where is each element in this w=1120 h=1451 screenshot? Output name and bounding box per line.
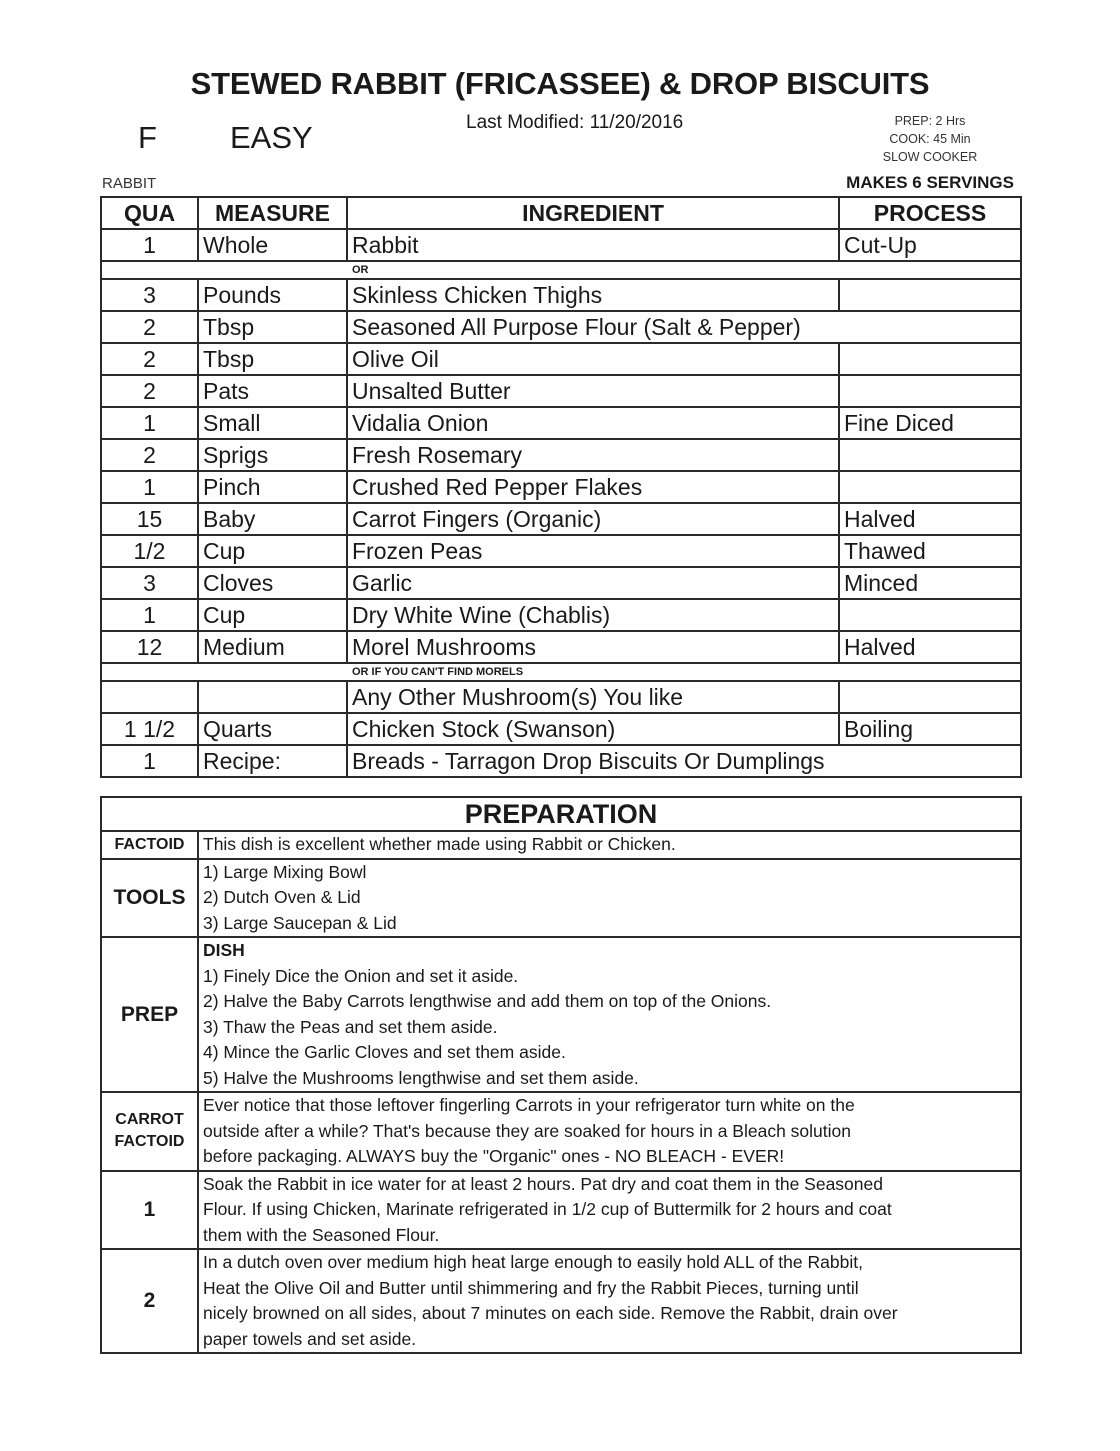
ingredient-qty: 2 [101, 439, 198, 471]
preparation-line: Heat the Olive Oil and Butter until shimmering and fry the Rabbit Pieces, turning until [203, 1277, 859, 1298]
ingredient-measure: Cup [198, 535, 347, 567]
preparation-subheading: DISH [203, 940, 245, 960]
ingredient-ingredient: Unsalted Butter [347, 375, 839, 407]
preparation-table [100, 796, 1022, 1354]
ingredient-qty: 12 [101, 631, 198, 663]
preparation-label: FACTOID [101, 831, 198, 859]
ingredient-process [839, 439, 1021, 471]
ingredient-qty: 2 [101, 311, 198, 343]
preparation-heading: PREPARATION [101, 797, 1021, 831]
ingredient-row [101, 599, 1021, 631]
ingredient-measure: Pounds [198, 279, 347, 311]
ingredient-measure: Recipe: [198, 745, 347, 777]
ingredient-qty: 2 [101, 343, 198, 375]
preparation-row [101, 1092, 1021, 1171]
preparation-line: Flour. If using Chicken, Marinate refrigerated in 1/2 cup of Buttermilk for 2 hours and coat [203, 1199, 892, 1219]
ingredient-ingredient: Dry White Wine (Chablis) [347, 599, 839, 631]
ingredient-process [839, 471, 1021, 503]
ingredient-note: OR IF YOU CAN'T FIND MORELS [101, 663, 1021, 681]
ingredient-ingredient: Chicken Stock (Swanson) [347, 713, 839, 745]
preparation-line: 4) Mince the Garlic Cloves and set them aside. [203, 1042, 566, 1062]
ingredient-row [101, 713, 1021, 745]
preparation-line: 5) Halve the Mushrooms lengthwise and set them aside. [203, 1067, 639, 1088]
ingredient-qty: 1 [101, 229, 198, 261]
preparation-line: outside after a while? That's because they are soaked for hours in a Bleach solution [203, 1120, 851, 1141]
ingredient-ingredient: Carrot Fingers (Organic) [347, 503, 839, 535]
ingredient-qty: 3 [101, 567, 198, 599]
ingredient-ingredient: Breads - Tarragon Drop Biscuits Or Dumplings [347, 745, 1021, 777]
ingredient-ingredient: Fresh Rosemary [347, 439, 839, 471]
ingredient-note-row [101, 663, 1021, 681]
ingredient-ingredient: Any Other Mushroom(s) You like [347, 681, 839, 713]
ingredient-process [839, 343, 1021, 375]
ingredient-row [101, 681, 1021, 713]
ingredient-ingredient: Seasoned All Purpose Flour (Salt & Pepper) [347, 311, 1021, 343]
ingredient-row [101, 279, 1021, 311]
cook-time: COOK: 45 Min [889, 132, 971, 146]
category-label: RABBIT [102, 175, 157, 192]
ingredient-row [101, 311, 1021, 343]
preparation-line: In a dutch oven over medium high heat large enough to easily hold ALL of the Rabbit, [203, 1252, 863, 1272]
preparation-row [101, 937, 1021, 1092]
cook-method: SLOW COOKER [882, 150, 978, 164]
preparation-line: 1) Finely Dice the Onion and set it aside. [203, 965, 519, 986]
preparation-text [198, 859, 1021, 938]
ingredient-ingredient: Crushed Red Pepper Flakes [347, 471, 839, 503]
ingredient-process: Minced [839, 567, 1021, 599]
ingredient-row [101, 631, 1021, 663]
preparation-row [101, 831, 1021, 859]
ingredient-qty: 15 [101, 503, 198, 535]
preparation-text [198, 1092, 1021, 1171]
preparation-line: 3) Thaw the Peas and set them aside. [203, 1016, 498, 1037]
ingredient-ingredient: Frozen Peas [347, 535, 839, 567]
ingredient-process: Halved [839, 503, 1021, 535]
ingredient-process: Boiling [839, 713, 1021, 745]
ingredient-qty: 1/2 [101, 535, 198, 567]
preparation-row [101, 859, 1021, 938]
ingredient-measure: Medium [198, 631, 347, 663]
preparation-row [101, 1249, 1021, 1353]
difficulty-label: EASY [230, 120, 313, 155]
recipe-code: F [138, 120, 157, 155]
preparation-line: 2) Dutch Oven & Lid [203, 887, 361, 907]
ingredient-qty: 1 1/2 [101, 713, 198, 745]
ingredient-ingredient: Skinless Chicken Thighs [347, 279, 839, 311]
ingredient-qty: 1 [101, 599, 198, 631]
ingredient-ingredient: Rabbit [347, 229, 839, 261]
preparation-label: TOOLS [101, 859, 198, 938]
ingredient-row [101, 745, 1021, 777]
ingredient-row [101, 343, 1021, 375]
prep-time: PREP: 2 Hrs [894, 114, 966, 128]
ingredient-measure: Cloves [198, 567, 347, 599]
preparation-text [198, 1249, 1021, 1353]
ingredient-measure: Sprigs [198, 439, 347, 471]
ingredient-process: Cut-Up [839, 229, 1021, 261]
preparation-text [198, 831, 1021, 859]
ingredient-measure: Whole [198, 229, 347, 261]
ingredient-ingredient: Garlic [347, 567, 839, 599]
preparation-text [198, 937, 1021, 1092]
ingredient-process: Fine Diced [839, 407, 1021, 439]
ingredient-ingredient: Olive Oil [347, 343, 839, 375]
ingredient-qty [101, 681, 198, 713]
time-info [860, 112, 1000, 166]
ingredient-row [101, 471, 1021, 503]
ingredients-table [100, 196, 1022, 778]
ingredient-process: Thawed [839, 535, 1021, 567]
ingredient-qty: 1 [101, 471, 198, 503]
preparation-label-word: FACTOID [114, 1133, 185, 1151]
ingredient-measure: Small [198, 407, 347, 439]
ingredient-process [839, 279, 1021, 311]
ingredient-row [101, 439, 1021, 471]
preparation-row [101, 1171, 1021, 1250]
ingredient-measure: Cup [198, 599, 347, 631]
preparation-label: 1 [101, 1171, 198, 1250]
preparation-label-word: CARROT [115, 1111, 184, 1129]
preparation-line: them with the Seasoned Flour. [203, 1224, 440, 1245]
ingredient-process [839, 599, 1021, 631]
preparation-line: 2) Halve the Baby Carrots lengthwise and add them on top of the Onions. [203, 991, 772, 1011]
ingredient-qty: 3 [101, 279, 198, 311]
ingredient-process [839, 375, 1021, 407]
preparation-line: This dish is excellent whether made using Rabbit or Chicken. [203, 834, 676, 854]
ingredient-row [101, 229, 1021, 261]
preparation-line: 3) Large Saucepan & Lid [203, 912, 397, 933]
column-header-ingredient: INGREDIENT [347, 197, 839, 229]
ingredient-ingredient: Morel Mushrooms [347, 631, 839, 663]
ingredient-row [101, 567, 1021, 599]
ingredient-row [101, 535, 1021, 567]
ingredient-note: OR [101, 261, 1021, 279]
servings-label: MAKES 6 SERVINGS [846, 173, 1014, 192]
ingredient-measure [198, 681, 347, 713]
preparation-heading-row [101, 797, 1021, 831]
preparation-line: before packaging. ALWAYS buy the "Organic" ones - NO BLEACH - EVER! [203, 1146, 785, 1166]
ingredient-measure: Baby [198, 503, 347, 535]
ingredients-header-row [101, 197, 1021, 229]
ingredient-row [101, 407, 1021, 439]
ingredient-note-row [101, 261, 1021, 279]
preparation-label: 2 [101, 1249, 198, 1353]
ingredient-qty: 1 [101, 745, 198, 777]
ingredient-qty: 1 [101, 407, 198, 439]
preparation-label [101, 1092, 198, 1171]
preparation-line: Ever notice that those leftover fingerling Carrots in your refrigerator turn white on the [203, 1095, 855, 1115]
ingredient-ingredient: Vidalia Onion [347, 407, 839, 439]
preparation-line: 1) Large Mixing Bowl [203, 861, 367, 882]
ingredient-process: Halved [839, 631, 1021, 663]
preparation-line: nicely browned on all sides, about 7 minutes on each side. Remove the Rabbit, drain over [203, 1303, 898, 1323]
preparation-line: Soak the Rabbit in ice water for at least 2 hours. Pat dry and coat them in the Seasoned [203, 1173, 883, 1194]
ingredient-row [101, 503, 1021, 535]
ingredient-measure: Pats [198, 375, 347, 407]
recipe-title: STEWED RABBIT (FRICASSEE) & DROP BISCUITS [190, 66, 930, 101]
ingredient-process [839, 681, 1021, 713]
ingredient-measure: Pinch [198, 471, 347, 503]
column-header-measure: MEASURE [198, 197, 347, 229]
column-header-qua: QUA [101, 197, 198, 229]
ingredient-qty: 2 [101, 375, 198, 407]
preparation-line: paper towels and set aside. [203, 1328, 417, 1349]
preparation-text [198, 1171, 1021, 1250]
ingredient-row [101, 375, 1021, 407]
ingredient-measure: Tbsp [198, 343, 347, 375]
column-header-process: PROCESS [839, 197, 1021, 229]
ingredient-measure: Tbsp [198, 311, 347, 343]
last-modified: Last Modified: 11/20/2016 [466, 112, 684, 133]
ingredient-measure: Quarts [198, 713, 347, 745]
preparation-label: PREP [101, 937, 198, 1092]
